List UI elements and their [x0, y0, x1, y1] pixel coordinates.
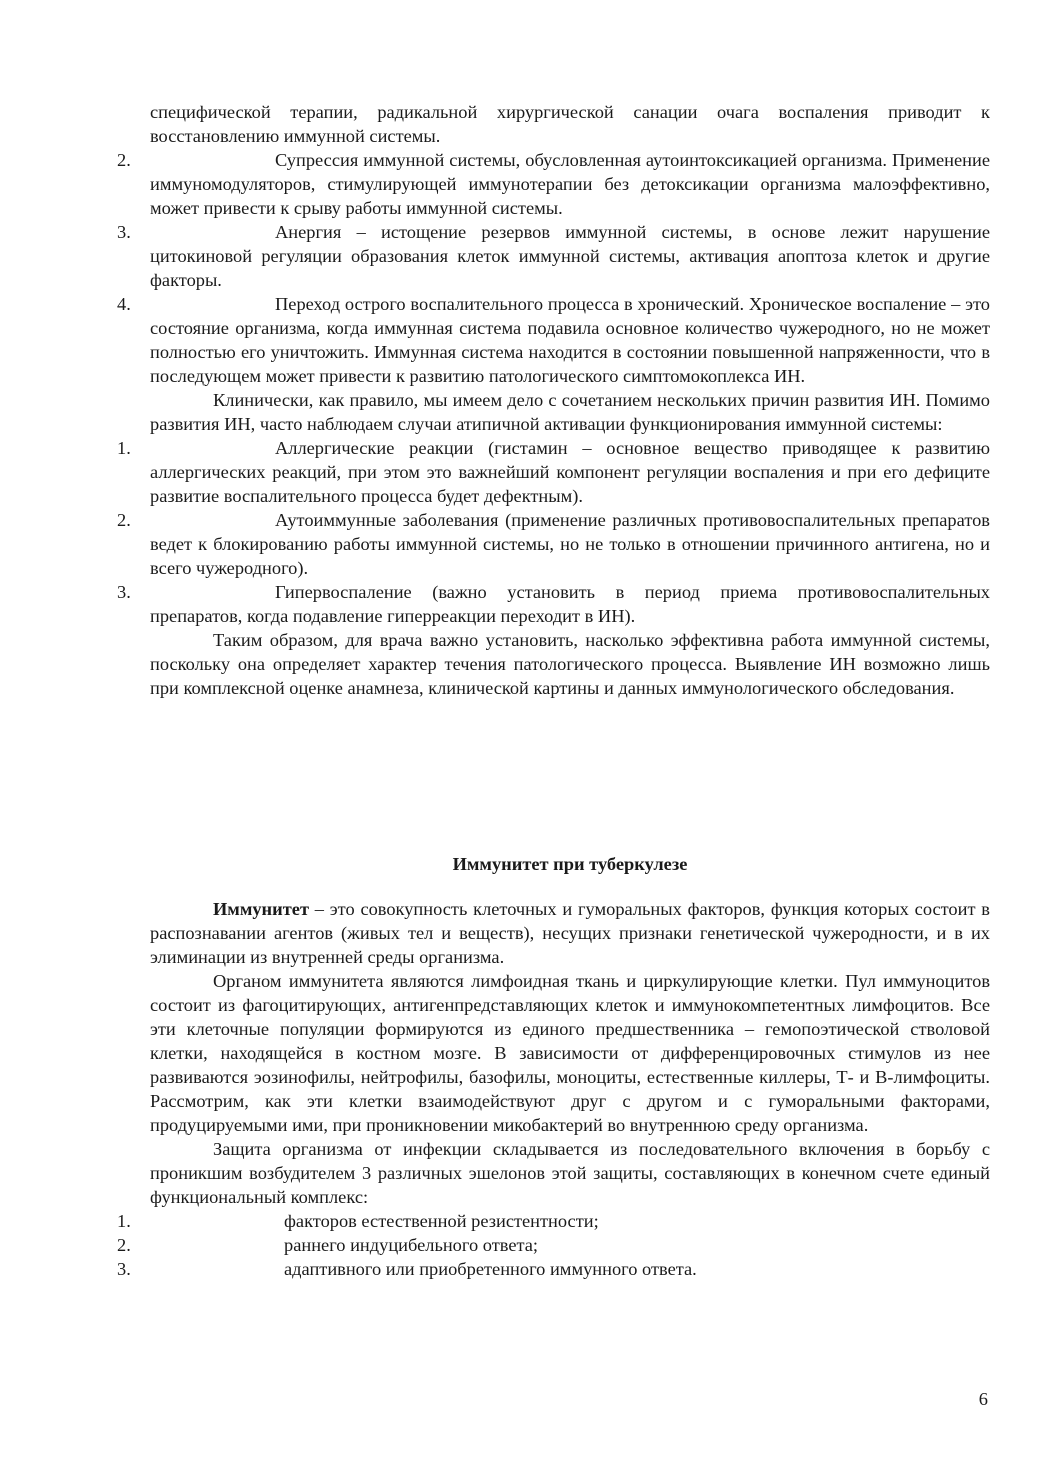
list-item-text: Анергия – истощение резервов иммунной системы, в основе лежит нарушение цитокиновой регуляции образования клеток иммунной системы, активация апоптоза клеток и другие факторы.	[150, 222, 990, 290]
list-item-text: Аутоиммунные заболевания (применение различных противовоспалительных препаратов ведет к блокированию работы иммунной системы, но не только в отношении причинного антигена, но и всего чужеродного).	[150, 510, 990, 578]
list-item-text: адаптивного или приобретенного иммунного ответа.	[284, 1259, 697, 1279]
paragraph: Клинически, как правило, мы имеем дело с сочетанием нескольких причин развития ИН. Помимо развития ИН, часто наблюдаем случаи атипичной активации функционирования иммунной системы:	[150, 390, 990, 434]
list-item-text: раннего индуцибельного ответа;	[284, 1235, 539, 1255]
list-number: 1.	[117, 1211, 131, 1231]
page-number: 6	[978, 1389, 988, 1409]
list-item	[117, 148, 990, 220]
list-number: 3.	[117, 222, 131, 242]
list-item-text: Гипервоспаление (важно установить в период приема противовоспалительных препаратов, когда подавление гиперреакции переходит в ИН).	[150, 582, 990, 626]
paragraph-definition	[150, 897, 990, 969]
list-item	[117, 1257, 990, 1281]
list-number: 1.	[117, 438, 131, 458]
list-number: 2.	[117, 150, 131, 170]
text-block-top	[117, 100, 990, 700]
list-number: 2.	[117, 1235, 131, 1255]
paragraph-continuation: специфической терапии, радикальной хирургической санации очага воспаления приводит к восстановлению иммунной системы.	[150, 102, 990, 146]
list-item-text: факторов естественной резистентности;	[284, 1211, 599, 1231]
section-heading: Иммунитет при туберкулезе	[452, 854, 688, 874]
list-number: 4.	[117, 294, 131, 314]
list-number: 3.	[117, 1259, 131, 1279]
list-number: 3.	[117, 582, 131, 602]
list-number: 2.	[117, 510, 131, 530]
list-item	[117, 508, 990, 580]
list-item-text: Супрессия иммунной системы, обусловленная аутоинтоксикацией организма. Применение иммуномодуляторов, стимулирующей иммунотерапии без детоксикации организма малоэффективно, может привести к срыву работы иммунной системы.	[150, 150, 990, 218]
list-item	[117, 1233, 990, 1257]
list-item-text: Аллергические реакции (гистамин – основное вещество приводящее к развитию аллергических реакций, при этом это важнейший компонент регуляции воспаления и при его дефиците развитие воспалительного процесса будет дефектным).	[150, 438, 990, 506]
text-block-section	[117, 897, 990, 1281]
list-item	[117, 436, 990, 508]
paragraph: Органом иммунитета являются лимфоидная ткань и циркулирующие клетки. Пул иммуноцитов состоит из фагоцитирующих, антигенпредставляющих клеток и иммунокомпетентных лимфоцитов. Все эти клеточные популяции формируются из единого предшественника – гемопоэтической стволовой клетки, находящейся в костном мозге. В зависимости от дифференцировочных стимулов из нее развиваются эозинофилы, нейтрофилы, базофилы, моноциты, естественные киллеры, Т- и В-лимфоциты. Рассмотрим, как эти клетки взаимодействуют друг с другом и с гуморальными факторами, продуцируемыми ими, при проникновении микобактерий во внутреннюю среду организма.	[150, 971, 990, 1135]
list-item	[117, 220, 990, 292]
list-item	[117, 292, 990, 388]
definition-text: – это совокупность клеточных и гуморальных факторов, функция которых состоит в распознавании агентов (живых тел и веществ), несущих признаки генетической чужеродности, и в их элиминации из внутренней среды организма.	[150, 899, 990, 967]
defined-term: Иммунитет	[213, 899, 309, 919]
list-item	[117, 1209, 990, 1233]
list-item-text: Переход острого воспалительного процесса в хронический. Хроническое воспаление – это состояние организма, когда иммунная система подавила основное количество чужеродного, но не может полностью его уничтожить. Иммунная система находится в состоянии повышенной напряженности, что в последующем может привести к развитию патологического симптомокоплекса ИН.	[150, 294, 990, 386]
paragraph: Таким образом, для врача важно установить, насколько эффективна работа иммунной системы, поскольку она определяет характер течения патологического процесса. Выявление ИН возможно лишь при комплексной оценке анамнеза, клинической картины и данных иммунологического обследования.	[150, 630, 990, 698]
list-item	[117, 580, 990, 628]
paragraph: Защита организма от инфекции складывается из последовательного включения в борьбу с проникшим возбудителем 3 различных эшелонов этой защиты, составляющих в конечном счете единый функциональный комплекс:	[150, 1139, 990, 1207]
